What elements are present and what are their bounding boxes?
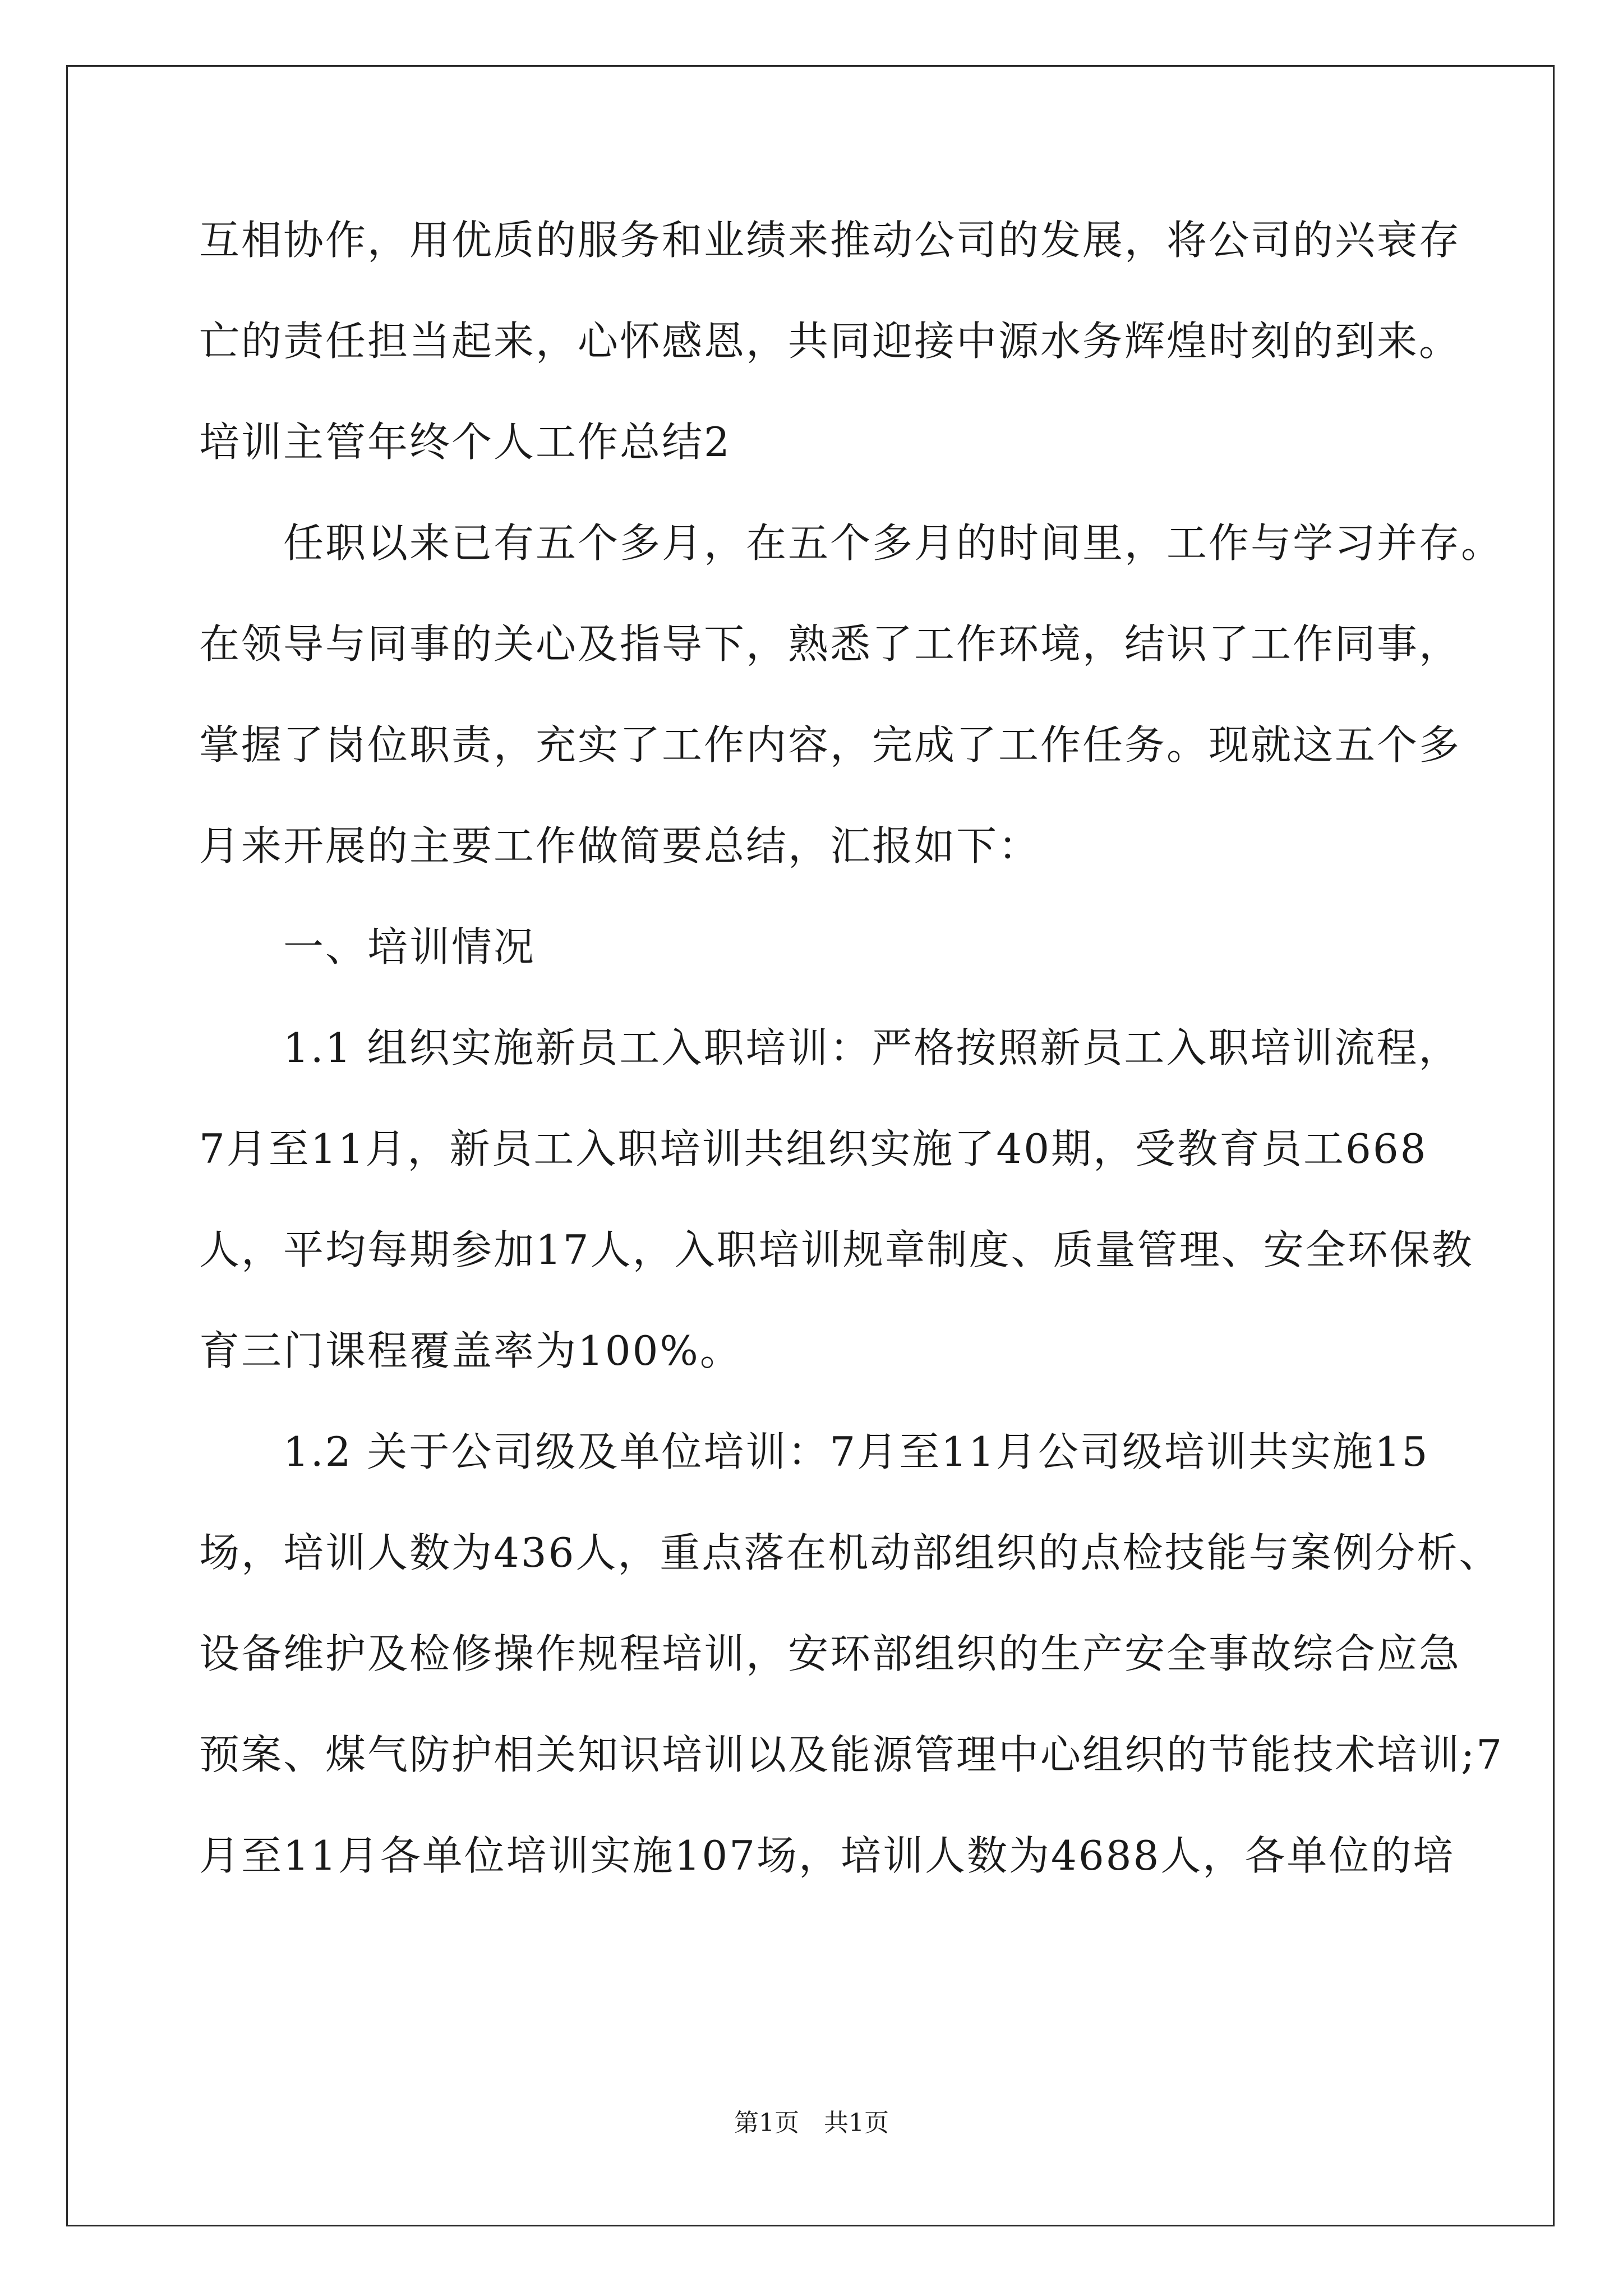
text-line: 人，平均每期参加17人，入职培训规章制度、质量管理、安全环保教 xyxy=(199,1226,1474,1273)
text-line: 月至11月各单位培训实施107场，培训人数为4688人，各单位的培 xyxy=(199,1832,1455,1879)
text-line: 亡的责任担当起来，心怀感恩，共同迎接中源水务辉煌时刻的到来。 xyxy=(199,318,1461,365)
text-line: 预案、煤气防护相关知识培训以及能源管理中心组织的节能技术培训;7 xyxy=(199,1731,1504,1778)
text-line: 互相协作，用优质的服务和业绩来推动公司的发展，将公司的兴衰存 xyxy=(199,217,1461,264)
section-heading: 培训主管年终个人工作总结2 xyxy=(199,418,731,466)
text-line: 掌握了岗位职责，充实了工作内容，完成了工作任务。现就这五个多 xyxy=(199,721,1461,769)
text-line: 设备维护及检修操作规程培训，安环部组织的生产安全事故综合应急 xyxy=(199,1630,1461,1677)
text-line: 育三门课程覆盖率为100%。 xyxy=(199,1327,742,1374)
text-line: 任职以来已有五个多月，在五个多月的时间里，工作与学习并存。 xyxy=(199,519,1504,567)
text-line: 月来开展的主要工作做简要总结，汇报如下： xyxy=(199,822,1041,869)
text-line: 1.1 组织实施新员工入职培训：严格按照新员工入职培训流程， xyxy=(199,1024,1461,1071)
text-line: 7月至11月，新员工入职培训共组织实施了40期，受教育员工668 xyxy=(199,1125,1428,1172)
text-line: 1.2 关于公司级及单位培训：7月至11月公司级培训共实施15 xyxy=(199,1428,1430,1475)
page-footer: 第1页 共1页 xyxy=(734,2109,889,2137)
subsection-heading: 一、培训情况 xyxy=(199,923,536,970)
text-line: 在领导与同事的关心及指导下，熟悉了工作环境，结识了工作同事， xyxy=(199,620,1461,668)
text-line: 场，培训人数为436人，重点落在机动部组织的点检技能与案例分析、 xyxy=(199,1529,1501,1576)
